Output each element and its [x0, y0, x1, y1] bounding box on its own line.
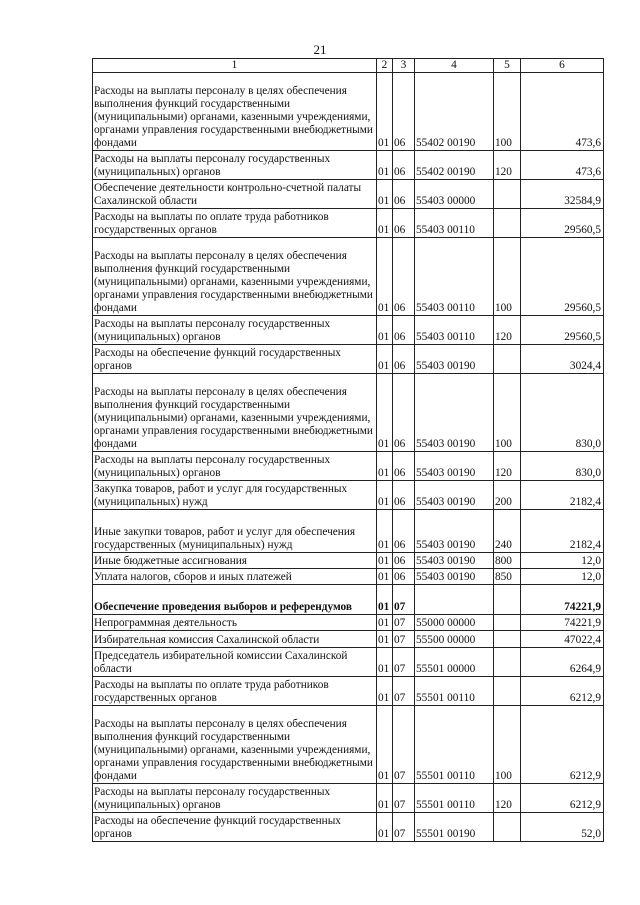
table-row: [93, 631, 604, 648]
cell-amount: 29560,5: [521, 238, 604, 316]
cell-subsection: 07: [393, 648, 415, 677]
cell-subsection: 06: [393, 238, 415, 316]
header-cell-amount: 6: [521, 59, 604, 73]
cell-section: 01: [377, 615, 393, 631]
cell-section: 01: [377, 677, 393, 706]
cell-subsection: 07: [393, 706, 415, 784]
cell-amount: 6212,9: [521, 784, 604, 813]
cell-expense-type: [494, 180, 521, 209]
cell-amount: 29560,5: [521, 209, 604, 238]
cell-amount: 74221,9: [521, 615, 604, 631]
cell-section: 01: [377, 784, 393, 813]
header-cell-csr: 4: [415, 59, 494, 73]
cell-target-article: 55402 00190: [415, 73, 494, 151]
cell-subsection: 06: [393, 374, 415, 452]
cell-name: Расходы на обеспечение функций государственных органов: [93, 345, 377, 374]
table-row: [93, 615, 604, 631]
cell-name: Избирательная комиссия Сахалинской области: [93, 631, 377, 648]
table-row: [93, 648, 604, 677]
cell-expense-type: [494, 209, 521, 238]
cell-subsection: 07: [393, 813, 415, 842]
cell-amount: 830,0: [521, 452, 604, 481]
cell-name: Уплата налогов, сборов и иных платежей: [93, 569, 377, 585]
cell-expense-type: 120: [494, 151, 521, 180]
cell-subsection: 06: [393, 452, 415, 481]
header-cell-rz: 2: [377, 59, 393, 73]
cell-section: 01: [377, 316, 393, 345]
cell-subsection: 06: [393, 180, 415, 209]
table-row: [93, 784, 604, 813]
cell-subsection: 06: [393, 569, 415, 585]
cell-target-article: 55501 00110: [415, 784, 494, 813]
cell-target-article: 55403 00190: [415, 374, 494, 452]
cell-name: Иные бюджетные ассигнования: [93, 553, 377, 569]
cell-amount: 473,6: [521, 151, 604, 180]
cell-expense-type: [494, 677, 521, 706]
cell-section: 01: [377, 452, 393, 481]
page-number: 21: [313, 42, 327, 57]
cell-expense-type: 240: [494, 510, 521, 553]
table-row: [93, 813, 604, 842]
cell-section: 01: [377, 345, 393, 374]
cell-section: 01: [377, 706, 393, 784]
cell-subsection: 06: [393, 510, 415, 553]
budget-table: [92, 58, 604, 842]
cell-name: Расходы на выплаты персоналу в целях обеспечения выполнения функций государственными (муниципальными) органами, казенными учреждениями, органами управления государственными внебюджетными фондами: [93, 73, 377, 151]
cell-amount: 12,0: [521, 569, 604, 585]
cell-target-article: 55501 00110: [415, 677, 494, 706]
cell-target-article: 55403 00000: [415, 180, 494, 209]
cell-target-article: 55403 00190: [415, 510, 494, 553]
cell-name: Расходы на выплаты персоналу государственных (муниципальных) органов: [93, 784, 377, 813]
cell-expense-type: 120: [494, 316, 521, 345]
cell-target-article: 55403 00110: [415, 316, 494, 345]
cell-target-article: 55403 00110: [415, 209, 494, 238]
cell-subsection: 06: [393, 151, 415, 180]
cell-name: Председатель избирательной комиссии Сахалинской области: [93, 648, 377, 677]
table-row: [93, 345, 604, 374]
cell-amount: 74221,9: [521, 585, 604, 615]
table-row: [93, 452, 604, 481]
cell-amount: 2182,4: [521, 510, 604, 553]
cell-expense-type: 120: [494, 452, 521, 481]
table-row: [93, 73, 604, 151]
cell-expense-type: [494, 585, 521, 615]
cell-section: 01: [377, 585, 393, 615]
cell-name: Расходы на выплаты персоналу государственных (муниципальных) органов: [93, 452, 377, 481]
cell-expense-type: 100: [494, 374, 521, 452]
cell-amount: 2182,4: [521, 481, 604, 510]
table-row: [93, 180, 604, 209]
cell-amount: 12,0: [521, 553, 604, 569]
cell-amount: 6264,9: [521, 648, 604, 677]
cell-target-article: 55403 00190: [415, 481, 494, 510]
budget-table-body: [93, 59, 604, 842]
cell-subsection: 07: [393, 677, 415, 706]
table-row: [93, 569, 604, 585]
cell-target-article: 55501 00110: [415, 706, 494, 784]
cell-subsection: 06: [393, 209, 415, 238]
cell-amount: 29560,5: [521, 316, 604, 345]
table-row: [93, 151, 604, 180]
table-row: [93, 238, 604, 316]
cell-expense-type: 200: [494, 481, 521, 510]
cell-section: 01: [377, 648, 393, 677]
cell-target-article: 55403 00190: [415, 452, 494, 481]
cell-subsection: 07: [393, 585, 415, 615]
table-row: [93, 510, 604, 553]
cell-section: 01: [377, 374, 393, 452]
cell-section: 01: [377, 73, 393, 151]
cell-section: 01: [377, 209, 393, 238]
cell-expense-type: 850: [494, 569, 521, 585]
cell-target-article: 55403 00190: [415, 553, 494, 569]
cell-expense-type: [494, 648, 521, 677]
table-header-row: [93, 59, 604, 73]
cell-amount: 6212,9: [521, 677, 604, 706]
cell-subsection: 06: [393, 553, 415, 569]
cell-name: Расходы на выплаты по оплате труда работников государственных органов: [93, 209, 377, 238]
cell-subsection: 07: [393, 631, 415, 648]
cell-amount: 52,0: [521, 813, 604, 842]
cell-section: 01: [377, 631, 393, 648]
cell-expense-type: [494, 615, 521, 631]
table-row: [93, 553, 604, 569]
cell-section: 01: [377, 238, 393, 316]
cell-target-article: 55000 00000: [415, 615, 494, 631]
cell-section: 01: [377, 481, 393, 510]
cell-expense-type: 100: [494, 238, 521, 316]
cell-section: 01: [377, 569, 393, 585]
cell-expense-type: [494, 631, 521, 648]
cell-target-article: [415, 585, 494, 615]
header-cell-vr: 5: [494, 59, 521, 73]
cell-name: Расходы на обеспечение функций государственных органов: [93, 813, 377, 842]
cell-name: Обеспечение проведения выборов и референдумов: [93, 585, 377, 615]
cell-expense-type: 120: [494, 784, 521, 813]
cell-section: 01: [377, 553, 393, 569]
table-row: [93, 481, 604, 510]
cell-amount: 32584,9: [521, 180, 604, 209]
cell-subsection: 07: [393, 784, 415, 813]
table-row: [93, 585, 604, 615]
cell-subsection: 06: [393, 73, 415, 151]
header-cell-name: 1: [93, 59, 377, 73]
cell-amount: 473,6: [521, 73, 604, 151]
table-row: [93, 316, 604, 345]
header-cell-pr: 3: [393, 59, 415, 73]
cell-amount: 6212,9: [521, 706, 604, 784]
cell-name: Расходы на выплаты персоналу в целях обеспечения выполнения функций государственными (муниципальными) органами, казенными учреждениями, органами управления государственными внебюджетными фондами: [93, 238, 377, 316]
cell-target-article: 55501 00000: [415, 648, 494, 677]
cell-name: Непрограммная деятельность: [93, 615, 377, 631]
cell-amount: 3024,4: [521, 345, 604, 374]
cell-amount: 830,0: [521, 374, 604, 452]
table-row: [93, 374, 604, 452]
cell-expense-type: 800: [494, 553, 521, 569]
cell-name: Расходы на выплаты по оплате труда работников государственных органов: [93, 677, 377, 706]
cell-name: Расходы на выплаты персоналу в целях обеспечения выполнения функций государственными (муниципальными) органами, казенными учреждениями, органами управления государственными внебюджетными фондами: [93, 706, 377, 784]
cell-expense-type: 100: [494, 73, 521, 151]
cell-target-article: 55403 00110: [415, 238, 494, 316]
cell-section: 01: [377, 151, 393, 180]
cell-subsection: 06: [393, 316, 415, 345]
table-row: [93, 677, 604, 706]
table-row: [93, 209, 604, 238]
cell-name: Иные закупки товаров, работ и услуг для обеспечения государственных (муниципальных) нужд: [93, 510, 377, 553]
cell-target-article: 55500 00000: [415, 631, 494, 648]
cell-target-article: 55403 00190: [415, 569, 494, 585]
cell-amount: 47022,4: [521, 631, 604, 648]
cell-expense-type: [494, 345, 521, 374]
cell-subsection: 06: [393, 481, 415, 510]
cell-target-article: 55402 00190: [415, 151, 494, 180]
cell-expense-type: [494, 813, 521, 842]
cell-name: Расходы на выплаты персоналу государственных (муниципальных) органов: [93, 316, 377, 345]
cell-subsection: 07: [393, 615, 415, 631]
cell-target-article: 55403 00190: [415, 345, 494, 374]
cell-subsection: 06: [393, 345, 415, 374]
cell-section: 01: [377, 510, 393, 553]
cell-name: Расходы на выплаты персоналу в целях обеспечения выполнения функций государственными (муниципальными) органами, казенными учреждениями, органами управления государственными внебюджетными фондами: [93, 374, 377, 452]
cell-section: 01: [377, 180, 393, 209]
cell-expense-type: 100: [494, 706, 521, 784]
cell-section: 01: [377, 813, 393, 842]
cell-target-article: 55501 00190: [415, 813, 494, 842]
table-row: [93, 706, 604, 784]
cell-name: Закупка товаров, работ и услуг для государственных (муниципальных) нужд: [93, 481, 377, 510]
cell-name: Расходы на выплаты персоналу государственных (муниципальных) органов: [93, 151, 377, 180]
cell-name: Обеспечение деятельности контрольно-счетной палаты Сахалинской области: [93, 180, 377, 209]
